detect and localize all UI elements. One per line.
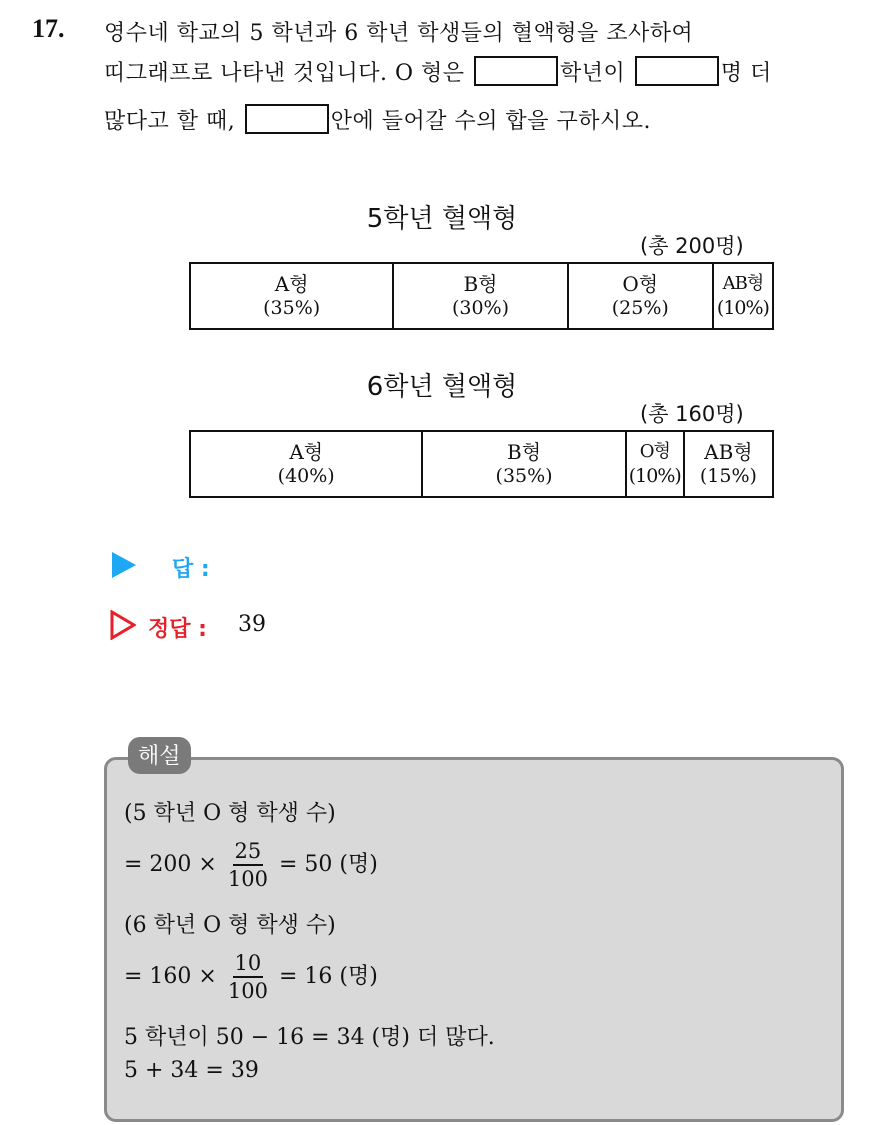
band-segment [627, 432, 685, 496]
question-text: 띠그래프로 나타낸 것입니다. O 형은 [104, 61, 465, 86]
chart-title-grade6: 6학년 혈액형 [366, 372, 518, 402]
formula-text: = 16 (명) [278, 964, 378, 989]
segment-percent: (35%) [263, 297, 321, 319]
answer-blank-grade[interactable] [474, 56, 558, 86]
chart-total-grade5: (총 200명) [640, 234, 744, 258]
outline-arrow-icon [110, 610, 136, 640]
fraction-denominator: 100 [227, 979, 268, 1003]
formula-text: = 200 × [124, 852, 217, 877]
band-segment [569, 264, 714, 328]
segment-label: B형 [463, 272, 498, 296]
question-text: 학년이 [560, 61, 626, 86]
band-segment [394, 264, 568, 328]
segment-percent: (10%) [628, 465, 681, 487]
segment-label: A형 [274, 272, 309, 296]
play-arrow-icon [112, 552, 136, 578]
segment-percent: (25%) [611, 297, 669, 319]
explanation-line: (6 학년 O 형 학생 수) [124, 913, 336, 938]
formula-text: = 50 (명) [278, 852, 378, 877]
correct-answer-value: 39 [238, 612, 266, 637]
correct-answer-label: 정답 : [148, 617, 207, 642]
band-segment [191, 432, 423, 496]
chart-title-grade5: 5학년 혈액형 [366, 204, 518, 234]
explanation-line: 5 + 34 = 39 [124, 1058, 259, 1083]
segment-percent: (40%) [277, 465, 335, 487]
question-line-1: 영수네 학교의 5 학년과 6 학년 학생들의 혈액형을 조사하여 [104, 21, 694, 46]
formula-text: = 160 × [124, 964, 217, 989]
segment-label: AB형 [722, 273, 764, 294]
fraction-denominator: 100 [227, 867, 268, 891]
explanation-line: (5 학년 O 형 학생 수) [124, 801, 336, 826]
band-graph-grade5 [189, 262, 774, 330]
answer-blank-count[interactable] [635, 56, 719, 86]
answer-label: 답 : [172, 557, 210, 582]
chart-total-grade6: (총 160명) [640, 402, 744, 426]
question-line-2 [104, 56, 772, 87]
segment-percent: (15%) [699, 465, 757, 487]
question-text: 많다고 할 때, [104, 109, 236, 134]
fraction-numerator: 25 [233, 838, 264, 866]
question-text: 명 더 [720, 61, 772, 86]
segment-percent: (30%) [451, 297, 510, 319]
segment-percent: (10%) [716, 297, 769, 319]
explanation-formula [124, 838, 378, 892]
segment-percent: (35%) [495, 465, 553, 487]
explanation-line: 5 학년이 50 − 16 = 34 (명) 더 많다. [124, 1025, 495, 1050]
explanation-tag: 해설 [128, 737, 191, 774]
band-segment [685, 432, 772, 496]
segment-label: AB형 [704, 440, 753, 464]
fraction [228, 950, 268, 1004]
segment-label: O형 [639, 441, 670, 462]
explanation-formula [124, 950, 378, 1004]
question-number: 17. [32, 14, 65, 43]
blank-box-icon [245, 104, 329, 134]
fraction-numerator: 10 [233, 950, 264, 978]
band-segment [714, 264, 772, 328]
band-graph-grade6 [189, 430, 774, 498]
question-text: 안에 들어갈 수의 합을 구하시오. [330, 109, 651, 134]
band-segment [423, 432, 626, 496]
question-line-3 [104, 104, 651, 135]
segment-label: A형 [289, 440, 324, 464]
band-segment [191, 264, 394, 328]
fraction [228, 838, 268, 892]
segment-label: O형 [622, 272, 659, 296]
segment-label: B형 [507, 440, 542, 464]
